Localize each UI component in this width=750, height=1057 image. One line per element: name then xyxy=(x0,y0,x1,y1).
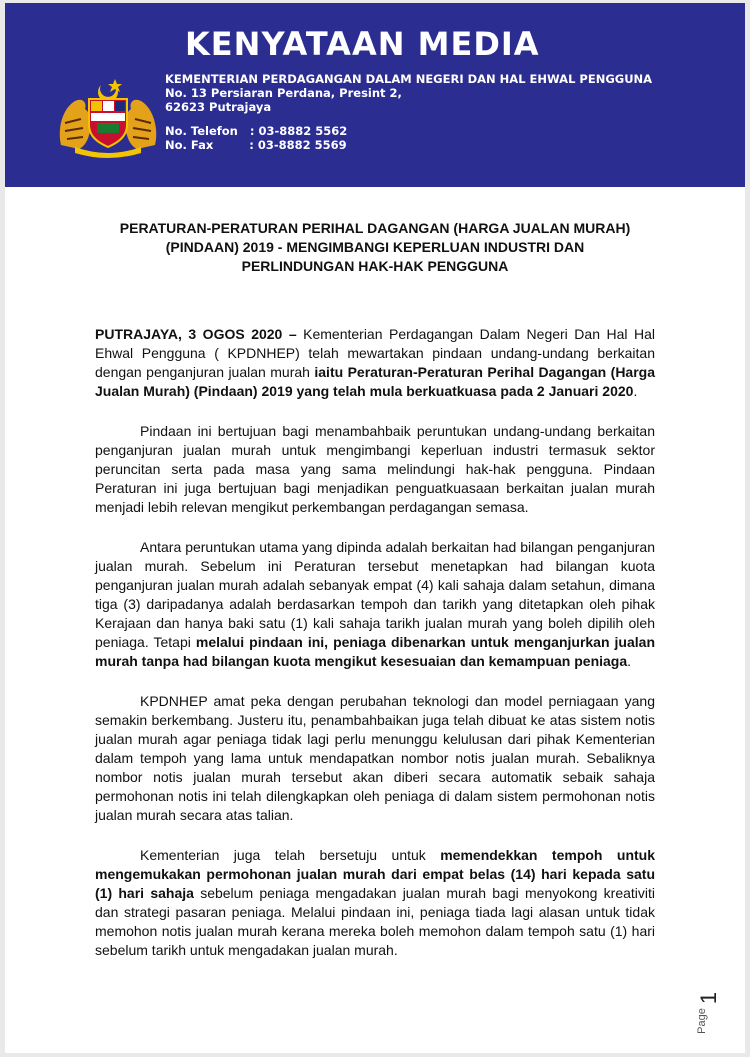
document-title xyxy=(90,219,660,276)
page-number xyxy=(695,991,722,1035)
page-label: Page xyxy=(695,1008,708,1034)
address-line-2: 62623 Putrajaya xyxy=(165,100,272,114)
paragraph-1: PUTRAJAYA, 3 OGOS 2020 – Kementerian Perdagangan Dalam Negeri Dan Hal Hal Ehwal Pengguna ( KPDNHEP) telah mewartakan pindaan undang-undang berkaitan dengan penganjuran jualan murah iaitu Peraturan-Peraturan Perihal Dagangan (Harga Jualan Murah) (Pindaan) 2019 yang telah mula berkuatkuasa pada 2 Januari 2020. xyxy=(95,326,655,399)
media-statement-banner xyxy=(5,3,745,187)
address-line-1: No. 13 Persiaran Perdana, Presint 2, xyxy=(165,86,402,100)
paragraph-4: KPDNHEP amat peka dengan perubahan teknologi dan model perniagaan yang semakin berkembang. Justeru itu, penambahbaikan juga telah dibuat ke atas sistem notis jualan murah agar peniaga tidak lagi perlu menunggu kelulusan dari pihak Kementerian dalam tempoh yang lama untuk mendapatkan nombor notis jualan murah. Sebaliknya nombor notis jualan murah tersebut akan diberi secara automatik sebaik sahaja permohonan notis ini telah dilengkapkan oleh peniaga di dalam sistem permohonan notis jualan murah secara atas talian. xyxy=(95,693,655,823)
title-line-1: PERATURAN-PERATURAN PERIHAL DAGANGAN (HARGA JUALAN MURAH) xyxy=(119,220,631,236)
paragraph-3: Antara peruntukan utama yang dipinda adalah berkaitan had bilangan penganjuran jualan murah. Sebelum ini Peraturan tersebut menetapkan had bilangan kuota penganjuran jualan murah adalah sebanyak empat (4) kali sahaja dalam setahun, dimana tiga (3) daripadanya adalah berdasarkan tempoh dan tarikh yang ditetapkan oleh pihak Kerajaan dan hanya baki satu (1) kali sahaja tarikh jualan murah yang boleh dipilih oleh peniaga. Tetapi melalui pindaan ini, peniaga dibenarkan untuk menganjurkan jualan murah tanpa had bilangan kuota mengikut kesesuaian dan kemampuan peniaga. xyxy=(95,539,655,669)
phone-number: No. Telefon : 03-8882 5562 xyxy=(165,124,348,138)
fax-number: No. Fax : 03-8882 5569 xyxy=(165,138,347,152)
contact-block xyxy=(165,72,652,152)
ministry-name: KEMENTERIAN PERDAGANGAN DALAM NEGERI DAN HAL EHWAL PENGGUNA xyxy=(165,72,653,86)
title-line-2: (PINDAAN) 2019 - MENGIMBANGI KEPERLUAN INDUSTRI DAN xyxy=(165,239,585,255)
title-line-3: PERLINDUNGAN HAK-HAK PENGGUNA xyxy=(241,258,509,274)
banner-title: KENYATAAN MEDIA xyxy=(185,25,540,63)
paragraph-5: Kementerian juga telah bersetuju untuk memendekkan tempoh untuk mengemukakan permohonan jualan murah dari empat belas (14) hari kepada satu (1) hari sahaja sebelum peniaga mengadakan jualan murah bagi menyokong kreativiti dan strategi pasaran peniaga. Melalui pindaan ini, peniaga tiada lagi alasan untuk tidak memohon notis jualan murah kerana mereka boleh memohon dalam tempoh satu (1) hari sebelum tarikh untuk mengadakan jualan murah. xyxy=(95,847,656,958)
malaysia-coat-of-arms-icon xyxy=(53,73,163,158)
statement-body xyxy=(95,325,655,981)
dateline: PUTRAJAYA, 3 OGOS 2020 – xyxy=(95,326,297,342)
page-number-value: 1 xyxy=(696,991,722,1005)
paragraph-2: Pindaan ini bertujuan bagi menambahbaik peruntukan undang-undang berkaitan penganjuran jualan murah untuk mengimbangi keperluan industri termasuk sektor peruncitan serta pada masa yang sama melindungi hak-hak pengguna. Pindaan Peraturan ini juga bertujuan bagi menjadikan penguatkuasaan berkaitan jualan murah menjadi lebih relevan mengikut perkembangan perdagangan semasa. xyxy=(95,423,655,515)
